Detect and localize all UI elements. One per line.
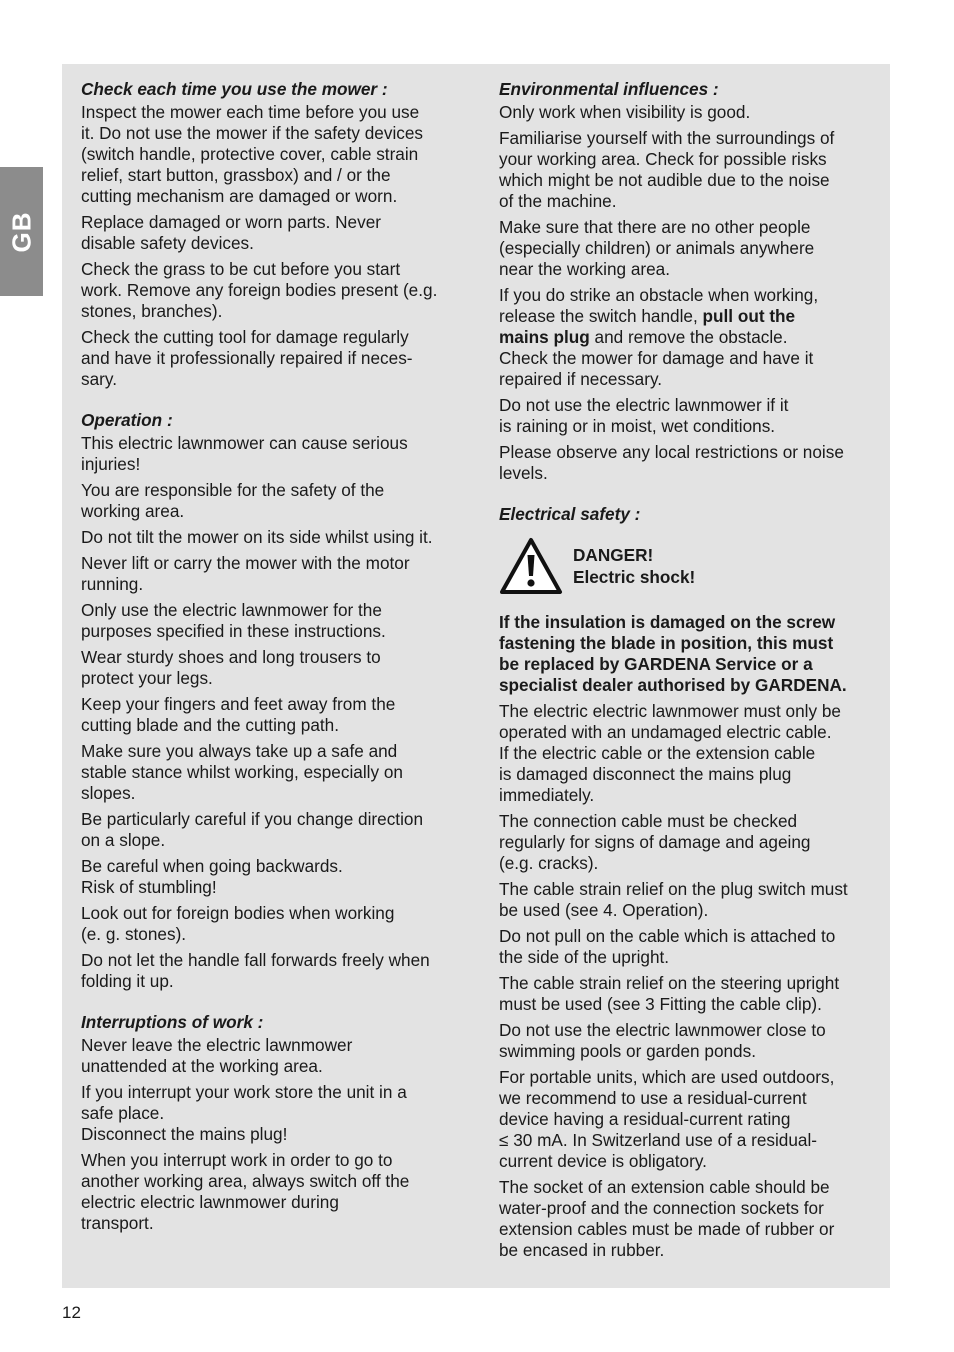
paragraph: Make sure you always take up a safe and stable stance whilst working, especially on slopes. bbox=[81, 741, 403, 803]
paragraph: For portable units, which are used outdoors, we recommend to use a residual-current device having a residual-current rating ≤ 30 mA. In Switzerland use of a residual- current device is obligatory. bbox=[499, 1067, 835, 1171]
paragraph: Keep your fingers and feet away from the cutting blade and the cutting path. bbox=[81, 694, 396, 735]
paragraph: Be careful when going backwards. Risk of stumbling! bbox=[81, 856, 343, 897]
section-heading: Interruptions of work : bbox=[81, 1012, 264, 1032]
warning-text: DANGER! Electric shock! bbox=[573, 545, 696, 587]
paragraph: Be particularly careful if you change direction on a slope. bbox=[81, 809, 424, 850]
section-check bbox=[81, 78, 466, 390]
paragraph: Familiarise yourself with the surroundings of your working area. Check for possible risks which might be not audible due to the noise of the machine. bbox=[499, 128, 835, 211]
bold-notice: If the insulation is damaged on the screw fastening the blade in position, this must be replaced by GARDENA Service or a specialist dealer authorised by GARDENA. bbox=[499, 612, 847, 695]
section-heading: Check each time you use the mower : bbox=[81, 79, 388, 99]
section-operation bbox=[81, 409, 466, 992]
paragraph: Only work when visibility is good. bbox=[499, 102, 751, 122]
paragraph-emphasis: pull out the mains plug bbox=[499, 306, 796, 347]
page-number: 12 bbox=[62, 1303, 81, 1322]
warning-triangle-icon bbox=[499, 537, 563, 595]
paragraph: The cable strain relief on the steering upright must be used (see 3 Fitting the cable clip). bbox=[499, 973, 840, 1014]
language-tab bbox=[0, 167, 43, 296]
language-tab-label: GB bbox=[6, 211, 36, 252]
paragraph-text: and remove the obstacle. Check the mower for damage and have it repaired if necessary. bbox=[499, 327, 814, 389]
paragraph: Do not pull on the cable which is attached to the side of the upright. bbox=[499, 926, 836, 967]
section-environment bbox=[499, 78, 879, 484]
paragraph: The cable strain relief on the plug switch must be used (see 4. Operation). bbox=[499, 879, 848, 920]
paragraph: Do not let the handle fall forwards freely when folding it up. bbox=[81, 950, 430, 991]
paragraph: The electric electric lawnmower must only be operated with an undamaged electric cable. If the electric cable or the extension cable is damaged disconnect the mains plug immediately. bbox=[499, 701, 841, 805]
paragraph: Never leave the electric lawnmower unattended at the working area. bbox=[81, 1035, 353, 1076]
paragraph: Wear sturdy shoes and long trousers to protect your legs. bbox=[81, 647, 381, 688]
section-interruptions bbox=[81, 1011, 466, 1234]
paragraph: Replace damaged or worn parts. Never disable safety devices. bbox=[81, 212, 381, 253]
paragraph: Check the grass to be cut before you start work. Remove any foreign bodies present (e.g. stones, branches). bbox=[81, 259, 438, 321]
paragraph: Only use the electric lawnmower for the purposes specified in these instructions. bbox=[81, 600, 386, 641]
paragraph: You are responsible for the safety of the working area. bbox=[81, 480, 385, 521]
paragraph-text: If you do strike an obstacle when working, release the switch handle, bbox=[499, 285, 819, 326]
paragraph bbox=[499, 285, 879, 390]
paragraph: Please observe any local restrictions or noise levels. bbox=[499, 442, 844, 483]
section-electrical bbox=[499, 503, 879, 1261]
paragraph: Do not use the electric lawnmower if it is raining or in moist, wet conditions. bbox=[499, 395, 789, 436]
paragraph: Check the cutting tool for damage regularly and have it professionally repaired if neces- sary. bbox=[81, 327, 413, 389]
danger-warning bbox=[499, 537, 879, 595]
paragraph: Do not use the electric lawnmower close to swimming pools or garden ponds. bbox=[499, 1020, 826, 1061]
section-heading: Operation : bbox=[81, 410, 173, 430]
paragraph: If you interrupt your work store the unit in a safe place. Disconnect the mains plug! bbox=[81, 1082, 407, 1144]
paragraph: The connection cable must be checked regularly for signs of damage and ageing (e.g. cracks). bbox=[499, 811, 811, 873]
paragraph: Do not tilt the mower on its side whilst using it. bbox=[81, 527, 433, 547]
paragraph: Never lift or carry the mower with the motor running. bbox=[81, 553, 410, 594]
paragraph: Make sure that there are no other people (especially children) or animals anywhere near the working area. bbox=[499, 217, 815, 279]
section-heading: Electrical safety : bbox=[499, 504, 641, 524]
section-heading: Environmental influences : bbox=[499, 79, 719, 99]
left-column bbox=[81, 78, 466, 1253]
paragraph: Inspect the mower each time before you use it. Do not use the mower if the safety devices (switch handle, protective cover, cable strain relief, start button, grassbox) and / or the cutting mechanism are damaged or worn. bbox=[81, 102, 424, 206]
paragraph: This electric lawnmower can cause serious injuries! bbox=[81, 433, 408, 474]
paragraph: When you interrupt work in order to go to another working area, always switch off the electric electric lawnmower during transport. bbox=[81, 1150, 410, 1233]
right-column bbox=[499, 78, 879, 1280]
paragraph: Look out for foreign bodies when working (e. g. stones). bbox=[81, 903, 395, 944]
paragraph: The socket of an extension cable should be water-proof and the connection sockets for extension cables must be made of rubber or be encased in rubber. bbox=[499, 1177, 835, 1260]
